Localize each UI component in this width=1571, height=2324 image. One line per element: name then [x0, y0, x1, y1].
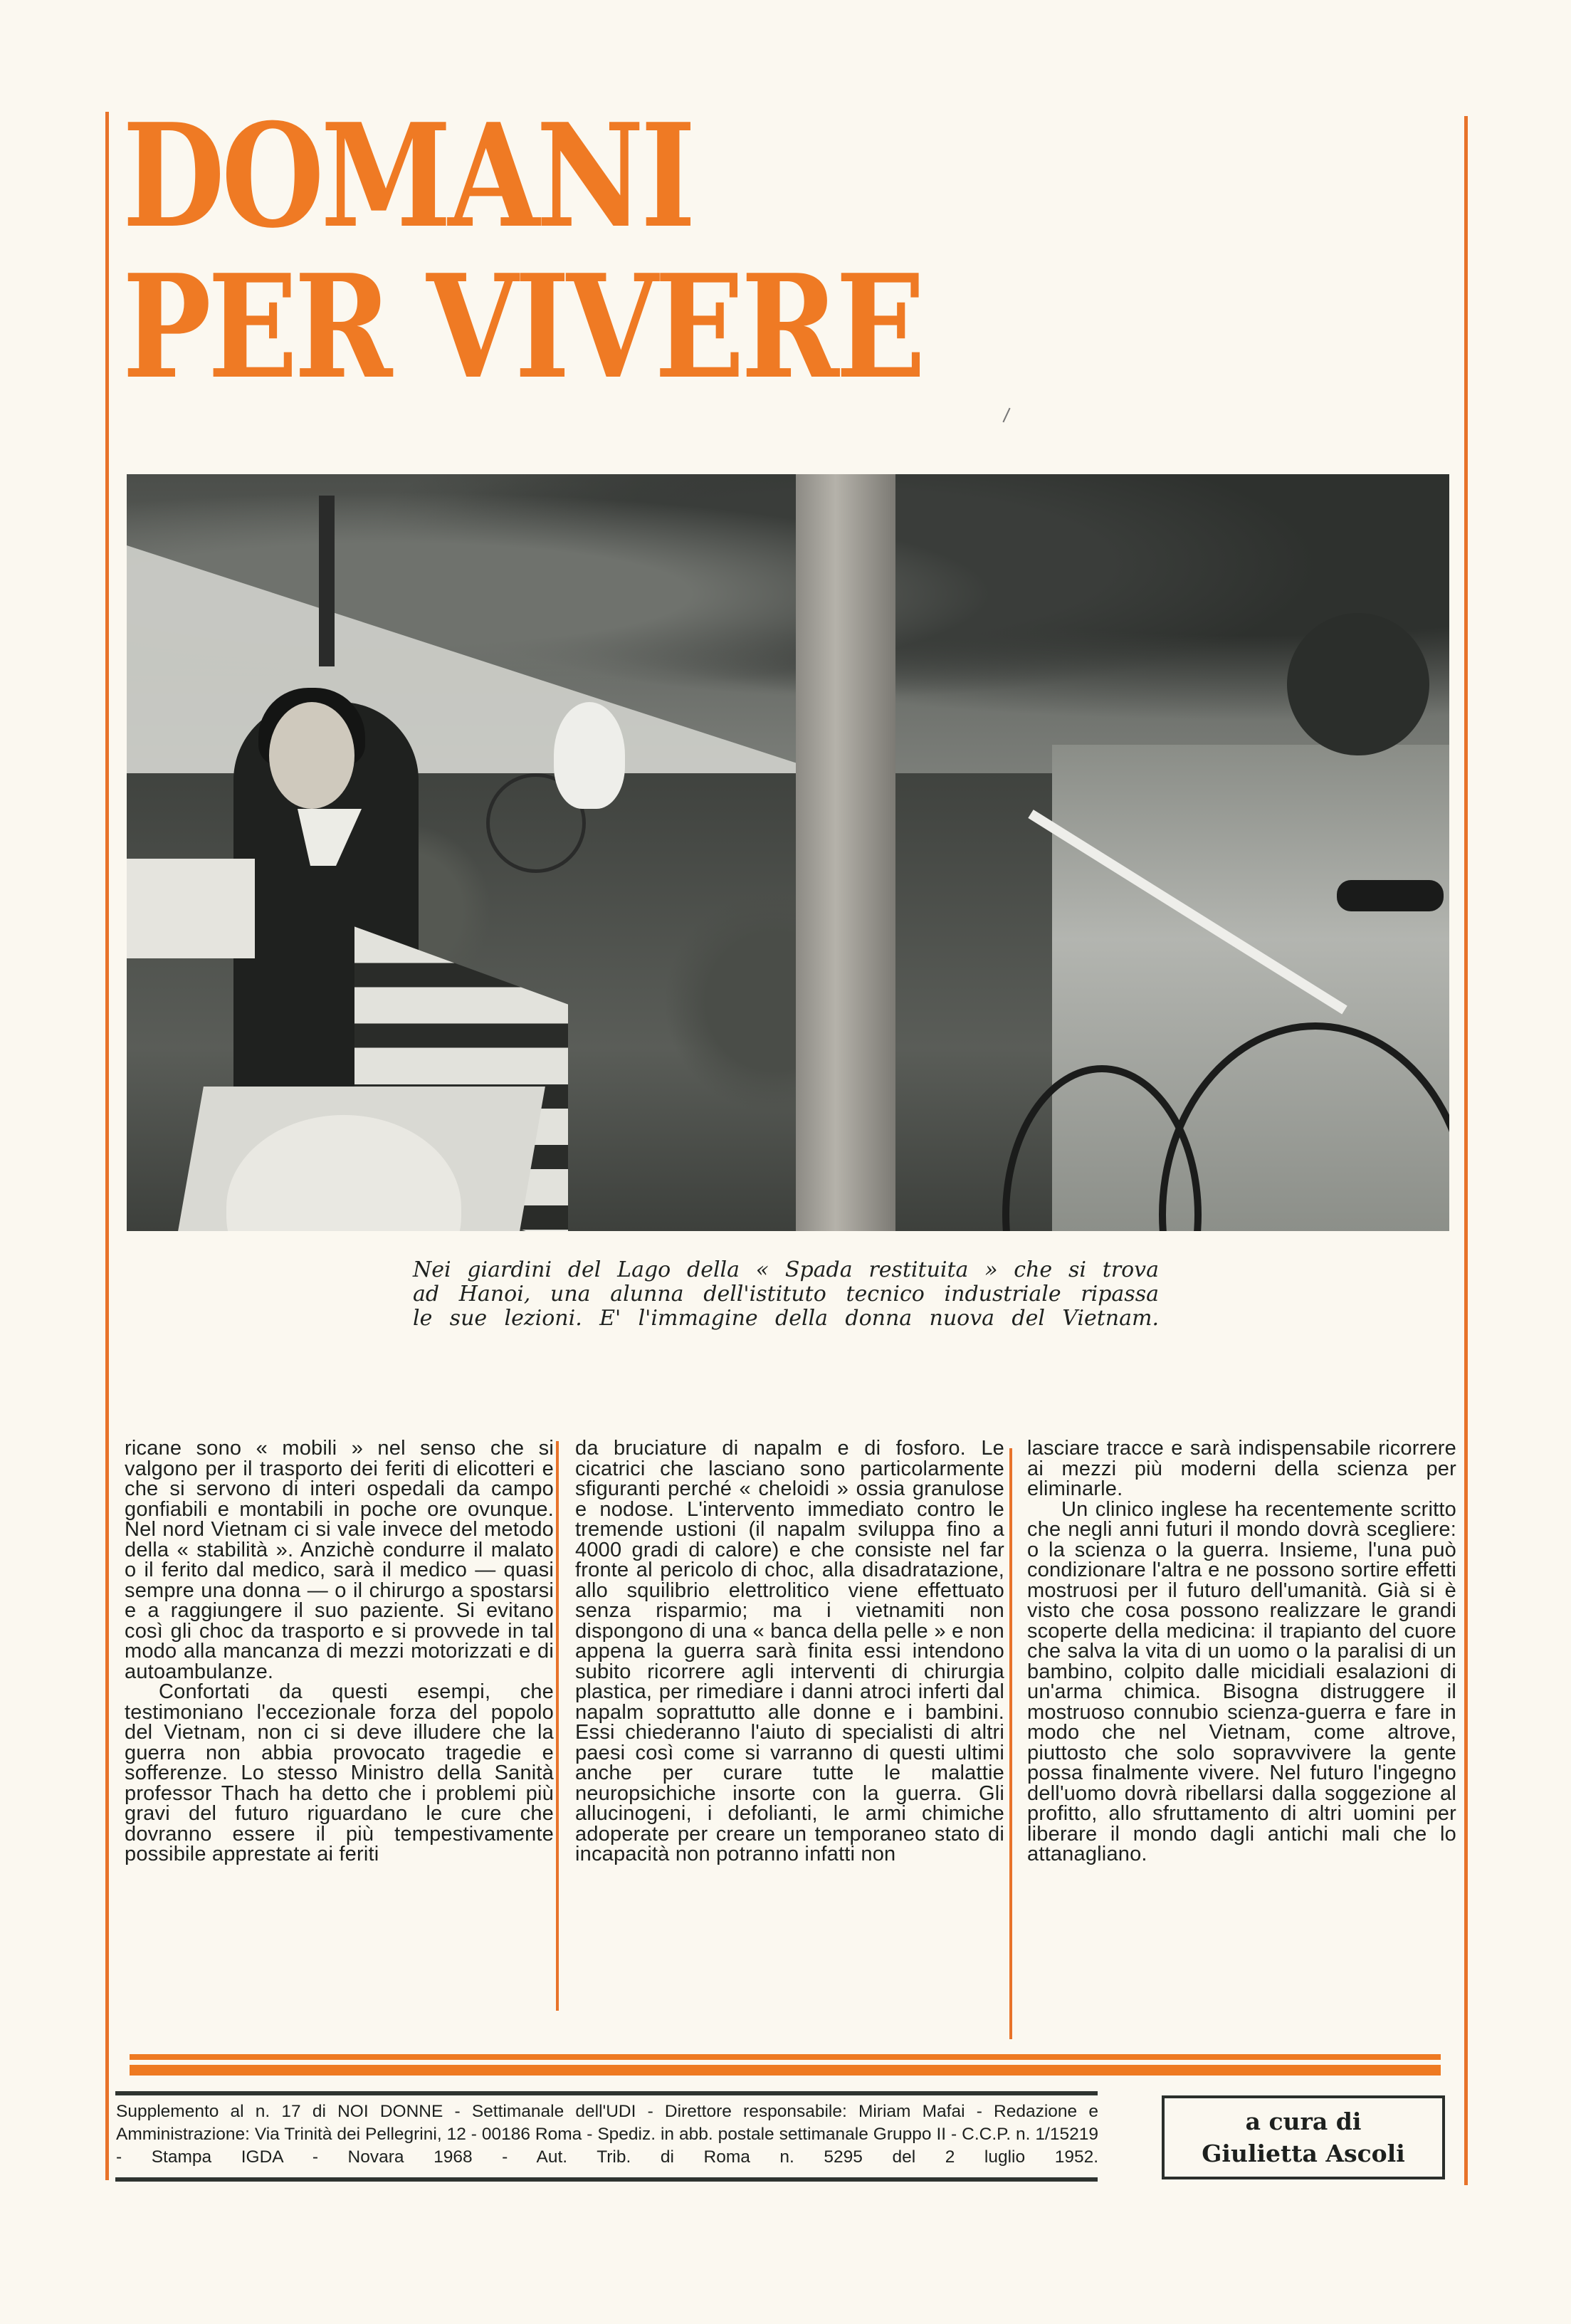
article-photo: [127, 474, 1449, 1231]
text-column-1: [125, 1438, 554, 1865]
print-speck: [1002, 408, 1010, 423]
left-margin-rule: [105, 112, 109, 2180]
photo-distant-man: [319, 496, 335, 666]
right-margin-rule: [1464, 116, 1468, 2185]
headline-line-2: PER VIVERE: [122, 244, 923, 411]
publication-imprint: Supplemento al n. 17 di NOI DONNE - Settimanale dell'UDI - Direttore responsabile: Miriam Mafai - Redazione e Amministrazione: Via Trinità dei Pellegrini, 12 - 00186 Roma - Spediz. in abb. postale settimanale Gruppo II - C.C.P. n. 1/15219 - Stampa IGDA - Novara 1968 - Aut. Trib. di Roma n. 5295 del 2 luglio 1952.: [116, 2102, 1098, 2167]
paragraph: da bruciature di napalm e di fosforo. Le cicatrici che lasciano sono particolarmente sfiguranti perché « cheloidi » ossia granulose e nodose. L'intervento immediato contro le tremende ustioni (il napalm sviluppa fino a 4000 gradi di calore) e che consiste nel far fronte al pericolo di choc, alla disadratazione, allo squilibrio elettrolitico viene effettuato senza risparmio; ma i vietnamiti non dispongono di una « banca della pelle » e non appena la guerra sarà finita essi intendono subito ricorrere agli interventi di chirurgia plastica, per rimediare i danni atroci inferti dal napalm soprattutto alle donne e i bambini. Essi chiederanno l'aiuto di specialisti di altri paesi così come si varranno di questi ultimi anche per curare tutte le malattie neuropsichiche insorte con la guerra. Gli allucinogeni, i defolianti, le armi chimiche adoperate per creare un temporaneo stato di incapacità non potranno infatti non: [575, 1437, 1004, 1865]
photo-tree-trunk: [796, 474, 895, 1231]
photo-round-bush: [1287, 613, 1429, 755]
credit-label: a cura di: [1245, 2108, 1362, 2135]
photo-woman-face: [269, 702, 354, 809]
text-column-2: [575, 1438, 1004, 1865]
photo-distant-conical-hat: [554, 702, 625, 809]
text-column-3: [1027, 1438, 1456, 1865]
column-divider: [1009, 1448, 1012, 2039]
caption-line: le sue lezioni. E' l'immagine della donna nuova del Vietnam.: [413, 1306, 1159, 1331]
editor-credit-box: [1162, 2095, 1445, 2179]
photo-book: [127, 859, 255, 958]
credit-name: Giulietta Ascoli: [1202, 2140, 1405, 2167]
paragraph: lasciare tracce e sarà indispensabile ricorrere ai mezzi più moderni della scienza per eliminarle.: [1027, 1437, 1456, 1500]
imprint-rule-top: [115, 2091, 1098, 2095]
caption-line: ad Hanoi, una alunna dell'istituto tecnico industriale ripassa: [413, 1282, 1159, 1307]
photo-bicycle-saddle: [1337, 880, 1444, 911]
paragraph: ricane sono « mobili » nel senso che si valgono per il trasporto dei feriti di elicotteri e che si servono di interi ospedali da campo gonfiabili e montabili in poche ore ovunque. Nel nord Vietnam ci si vale invece del metodo della « stabilità ». Anzichè condurre il malato o il ferito dal medico, sarà il medico — quasi sempre una donna — o il chirurgo a spostarsi e a raggiungere il suo paziente. Si evitano così gli choc da trasporto e si provvede in tal modo alla mancanza di mezzi motorizzati e di autoambulanze.: [125, 1437, 554, 1683]
paragraph: Un clinico inglese ha recentemente scritto che negli anni futuri il mondo dovrà scegliere: o la scienza o la guerra. Insieme, l'una può condizionare l'altra e ne possono sortire effetti mostruosi per il futuro dell'umanità. Già si è visto che cosa possono realizzare le grandi scoperte della medicina: il trapianto del cuore che salva la vita di un uomo o la paralisi di un bambino, colpito dalle micidiali esalazioni di un'arma chimica. Bisogna distruggere il mostruoso connubio scienza-guerra e fare in modo che nel Vietnam, come altrove, piuttosto che solo sopravvivere la gente possa finalmente vivere. Nel futuro l'ingegno dell'uomo dovrà ribellarsi dalla soggezione al profitto, allo sfruttamento di altri uomini per liberare il mondo dagli antichi mali che lo attanagliano.: [1027, 1497, 1456, 1865]
column-divider: [556, 1441, 559, 2011]
footer-orange-rule-thick: [130, 2065, 1441, 2076]
paragraph: Confortati da questi esempi, che testimoniano l'eccezionale forza del popolo del Vietnam, non ci si deve illudere che la guerra non abbia provocato tragedie e sofferenze. Lo stesso Ministro della Sanità professor Thach ha detto che i problemi più gravi del futuro riguardano le cure che dovranno essere il più tempestivamente possibile apprestate ai feriti: [125, 1680, 554, 1865]
imprint-rule-bottom: [115, 2177, 1098, 2182]
photo-caption: [413, 1258, 1159, 1331]
caption-line: Nei giardini del Lago della « Spada restituita » che si trova: [413, 1257, 1159, 1282]
headline-line-1: DOMANI: [122, 93, 693, 260]
footer-orange-rule-thin: [130, 2054, 1441, 2060]
